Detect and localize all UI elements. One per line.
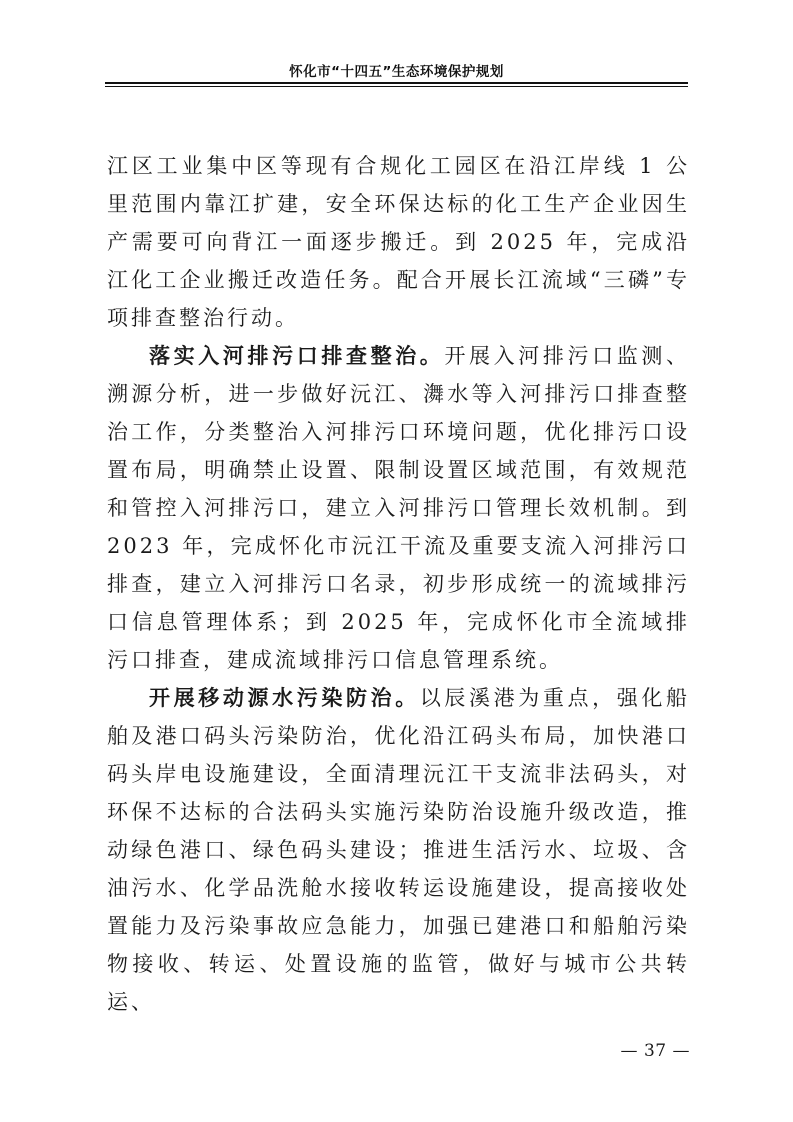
header-rule-thin <box>105 86 688 87</box>
page-number: — 37 — <box>620 1041 690 1061</box>
paragraph-mobile-source-pollution <box>107 679 690 1021</box>
paragraph-text: 以辰溪港为重点，强化船舶及港口码头污染防治，优化沿江码头布局，加快港口码头岸电设施建设，全面清理沅江干支流非法码头，对环保不达标的合法码头实施污染防治设施升级改造，推动绿色港口、绿色码头建设；推进生活污水、垃圾、含油污水、化学品洗舱水接收转运设施建设，提高接收处置能力及污染事故应急能力，加强已建港口和船舶污染物接收、转运、处置设施的监管，做好与城市公共转运、 <box>107 686 691 1014</box>
paragraph-text: 江区工业集中区等现有合规化工园区在沿江岸线 1 公里范围内靠江扩建，安全环保达标的化工生产企业因生产需要可向背江一面逐步搬迁。到 2025 年，完成沿江化工企业搬迁改造任务。配合开展长江流域“三磷”专项排查整治行动。 <box>107 154 690 330</box>
body-text <box>107 147 690 1021</box>
header-title: 怀化市“十四五”生态环境保护规划 <box>289 64 504 80</box>
paragraph-outfall-rectification <box>107 337 690 679</box>
paragraph-heading: 开展移动源水污染防治。 <box>149 686 420 710</box>
header-rule-thick <box>105 82 688 84</box>
paragraph-heading: 落实入河排污口排查整治。 <box>149 344 445 368</box>
running-header <box>105 52 688 84</box>
paragraph-continued <box>107 147 690 337</box>
paragraph-text: 开展入河排污口监测、溯源分析，进一步做好沅江、㵲水等入河排污口排查整治工作，分类整治入河排污口环境问题，优化排污口设置布局，明确禁止设置、限制设置区域范围，有效规范和管控入河排污口，建立入河排污口管理长效机制。到 2023 年，完成怀化市沅江干流及重要支流入河排污口排查，建立入河排污口名录，初步形成统一的流域排污口信息管理体系；到 2025 年，完成怀化市全流域排污口排查，建成流域排污口信息管理系统。 <box>107 344 691 672</box>
